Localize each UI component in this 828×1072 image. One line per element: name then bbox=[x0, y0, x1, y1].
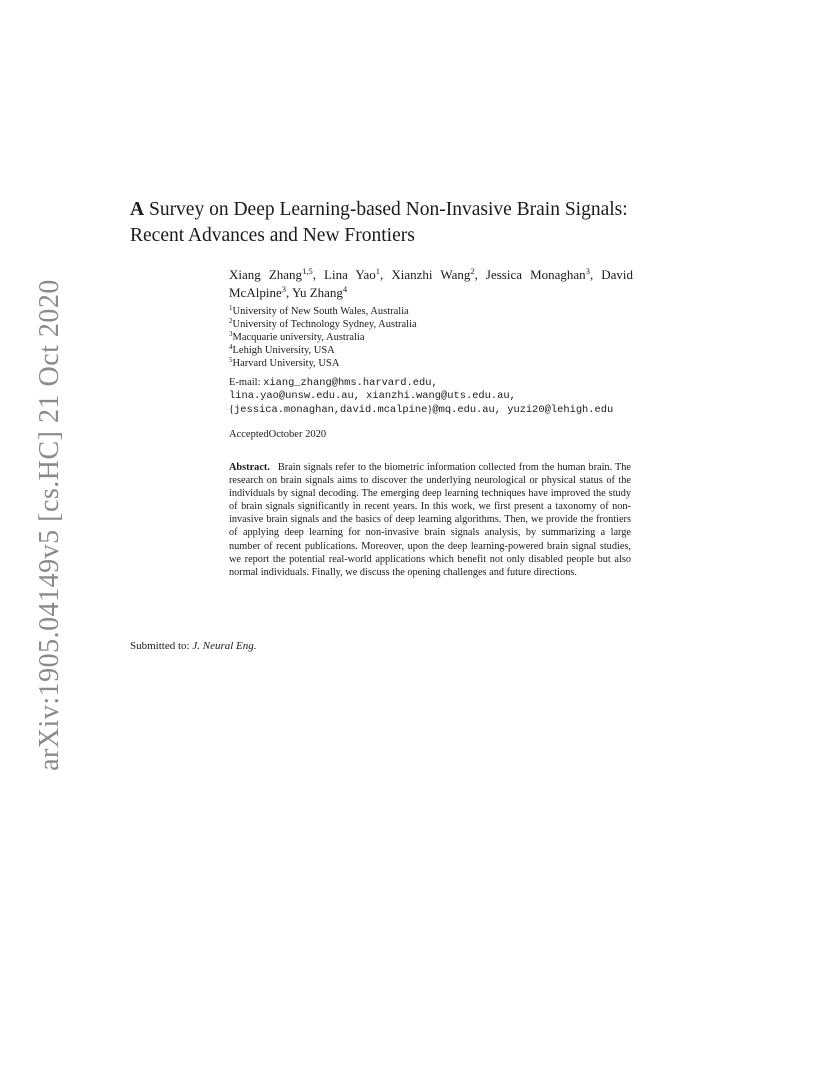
author-affiliation-mark: 3 bbox=[281, 284, 286, 294]
affiliation-number: 5 bbox=[229, 356, 233, 364]
author-line-1: Xiang Zhang$^{1,5}$, Lina Yao$^1$, Xianzhi Wang$^2$, Jessica Monaghan$^3$, David bbox=[229, 266, 634, 282]
affiliation-item bbox=[229, 357, 417, 370]
email-line-2: lina.yao@unsw.edu.au, xianzhi.wang@uts.edu.au, bbox=[229, 390, 516, 403]
accepted-date: AcceptedOctober 2020 bbox=[229, 429, 327, 440]
title-line-2: Recent Advances and New Frontiers bbox=[130, 225, 415, 246]
journal-name: J. Neural Eng. bbox=[192, 640, 257, 652]
abstract-heading: Abstract. bbox=[229, 462, 270, 473]
affiliation-text: Macquarie university, Australia bbox=[232, 332, 365, 343]
author-affiliation-mark: 1,5 bbox=[302, 266, 313, 276]
author-name: Jessica Monaghan bbox=[485, 267, 586, 282]
affiliation-number: 4 bbox=[229, 343, 233, 351]
author-name: Lina Yao bbox=[324, 267, 376, 282]
title-line-1: Survey on Deep Learning-based Non-Invasive Brain Signals: bbox=[144, 199, 628, 220]
affiliation-number: 1 bbox=[229, 304, 233, 312]
email-domain: @mq.edu.au, yuzi20@lehigh.edu bbox=[432, 404, 614, 417]
email-line-1 bbox=[229, 376, 613, 390]
affiliation-number: 3 bbox=[229, 330, 233, 338]
author-name: Xianzhi Wang bbox=[391, 267, 471, 282]
author-name: Xiang Zhang bbox=[229, 267, 303, 282]
affiliation-text: University of New South Wales, Australia bbox=[232, 306, 409, 317]
affiliation-number: 2 bbox=[229, 317, 233, 325]
arxiv-identifier-stamp: arXiv:1905.04149v5 [cs.HC] 21 Oct 2020 bbox=[34, 279, 65, 771]
affiliation-text: Harvard University, USA bbox=[232, 358, 340, 369]
author-affiliation-mark: 3 bbox=[585, 266, 590, 276]
author-affiliation-mark: 1 bbox=[375, 266, 381, 276]
author-name: McAlpine bbox=[229, 285, 282, 300]
submission-label: Submitted to: bbox=[130, 640, 193, 652]
affiliation-text: Lehigh University, USA bbox=[232, 345, 335, 356]
email-address: xiang_zhang@hms.harvard.edu, bbox=[263, 377, 438, 389]
email-line-3 bbox=[229, 403, 613, 417]
author-list bbox=[229, 266, 633, 302]
email-address-group: jessica.monaghan,david.mcalpine bbox=[234, 404, 428, 417]
author-name: David bbox=[601, 267, 634, 282]
email-label: E-mail: bbox=[229, 377, 264, 388]
affiliation-text: University of Technology Sydney, Australia bbox=[232, 319, 417, 330]
affiliation-item bbox=[229, 344, 417, 357]
author-affiliation-mark: 4 bbox=[342, 284, 348, 294]
affiliation-item bbox=[229, 318, 417, 331]
abstract-text: Brain signals refer to the biometric information collected from the human brain. The research on brain signals aims to discover the underlying neurological or physical status of the individuals by signal decoding. The emerging deep learning techniques have improved the study of brain signals significantly in recent years. In this work, we first present a taxonomy of non-invasive brain signals and the basics of deep learning algorithms. Then, we provide the frontiers of applying deep learning for non-invasive brain signals analysis, by summarizing a large number of recent publications. Moreover, upon the deep learning-powered brain signal studies, we report the potential real-world applications which benefit not only disabled people but also normal individuals. Finally, we discuss the opening challenges and future directions. bbox=[229, 462, 631, 578]
title-lead-word: A bbox=[130, 199, 145, 220]
abstract bbox=[229, 461, 631, 579]
author-affiliation-mark: 2 bbox=[470, 266, 475, 276]
paper-title bbox=[130, 197, 690, 249]
submission-note bbox=[130, 640, 257, 653]
affiliation-item bbox=[229, 305, 417, 318]
author-name: Yu Zhang bbox=[292, 285, 343, 300]
email-brace-close: } bbox=[427, 404, 433, 416]
author-line-2: McAlpine$^3$, Yu Zhang$^4$ bbox=[229, 284, 348, 300]
affiliation-list bbox=[229, 305, 417, 370]
email-block bbox=[229, 376, 613, 418]
affiliation-item bbox=[229, 331, 417, 344]
email-brace-open: { bbox=[229, 404, 235, 416]
